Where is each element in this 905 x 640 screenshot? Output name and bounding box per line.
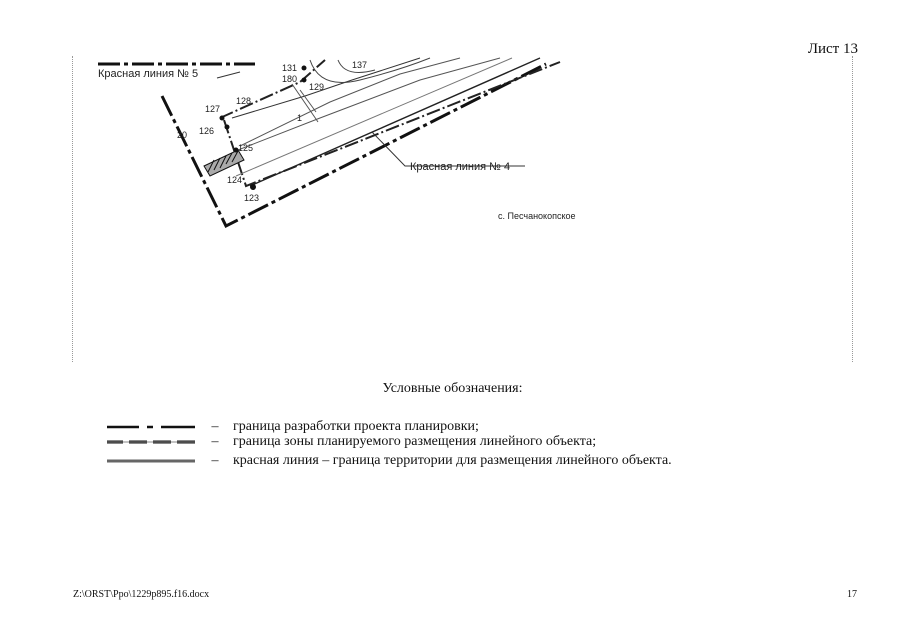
road-curve <box>310 58 430 83</box>
legend-text-zone-boundary: граница зоны планируемого размещения линейного объекта; <box>233 434 597 449</box>
settlement-label: с. Песчанокопское <box>498 211 576 221</box>
legend-symbol-zone <box>105 438 197 446</box>
point-label-124: 124 <box>227 175 243 185</box>
footer-file-path: Z:\ORST\Ppo\1229p895.f16.docx <box>73 589 210 600</box>
red-line-4-inner <box>236 58 512 176</box>
footer-page-number: 17 <box>847 589 857 600</box>
point-label-123: 123 <box>244 193 260 203</box>
point-label-1: 1 <box>297 113 303 123</box>
legend-dash: – <box>211 453 219 468</box>
hatched-crossing <box>204 150 244 176</box>
point-markers <box>220 66 307 191</box>
point-label-131: 131 <box>282 63 298 73</box>
red-line-4-label: Красная линия № 4 <box>410 161 511 173</box>
legend-dash: – <box>211 434 219 449</box>
point-label-137: 137 <box>352 60 368 70</box>
legend-text-planning-boundary: граница разработки проекта планировки; <box>233 419 479 434</box>
sheet-label: Лист 13 <box>807 41 858 57</box>
legend-symbol-solid <box>105 457 197 465</box>
point-label-126: 126 <box>199 126 215 136</box>
legend-item-red-line <box>105 453 672 469</box>
point-label-128: 128 <box>236 96 252 106</box>
red-line-5-label: Красная линия № 5 <box>98 68 199 80</box>
point-label-125: 125 <box>238 143 254 153</box>
legend-item-zone-boundary <box>105 434 596 450</box>
legend-title: Условные обозначения: <box>382 381 523 396</box>
point-label-20: 20 <box>177 130 188 140</box>
point-label-127: 127 <box>205 104 221 114</box>
legend-text-red-line: красная линия – граница территории для размещения линейного объекта. <box>233 453 672 468</box>
point-label-180: 180 <box>282 74 298 84</box>
legend-symbol-dash-dot <box>105 423 197 431</box>
legend-item-planning-boundary <box>105 419 479 435</box>
legend-dash: – <box>211 419 219 434</box>
leader-red-line-5 <box>217 72 240 78</box>
point-label-129: 129 <box>309 82 325 92</box>
